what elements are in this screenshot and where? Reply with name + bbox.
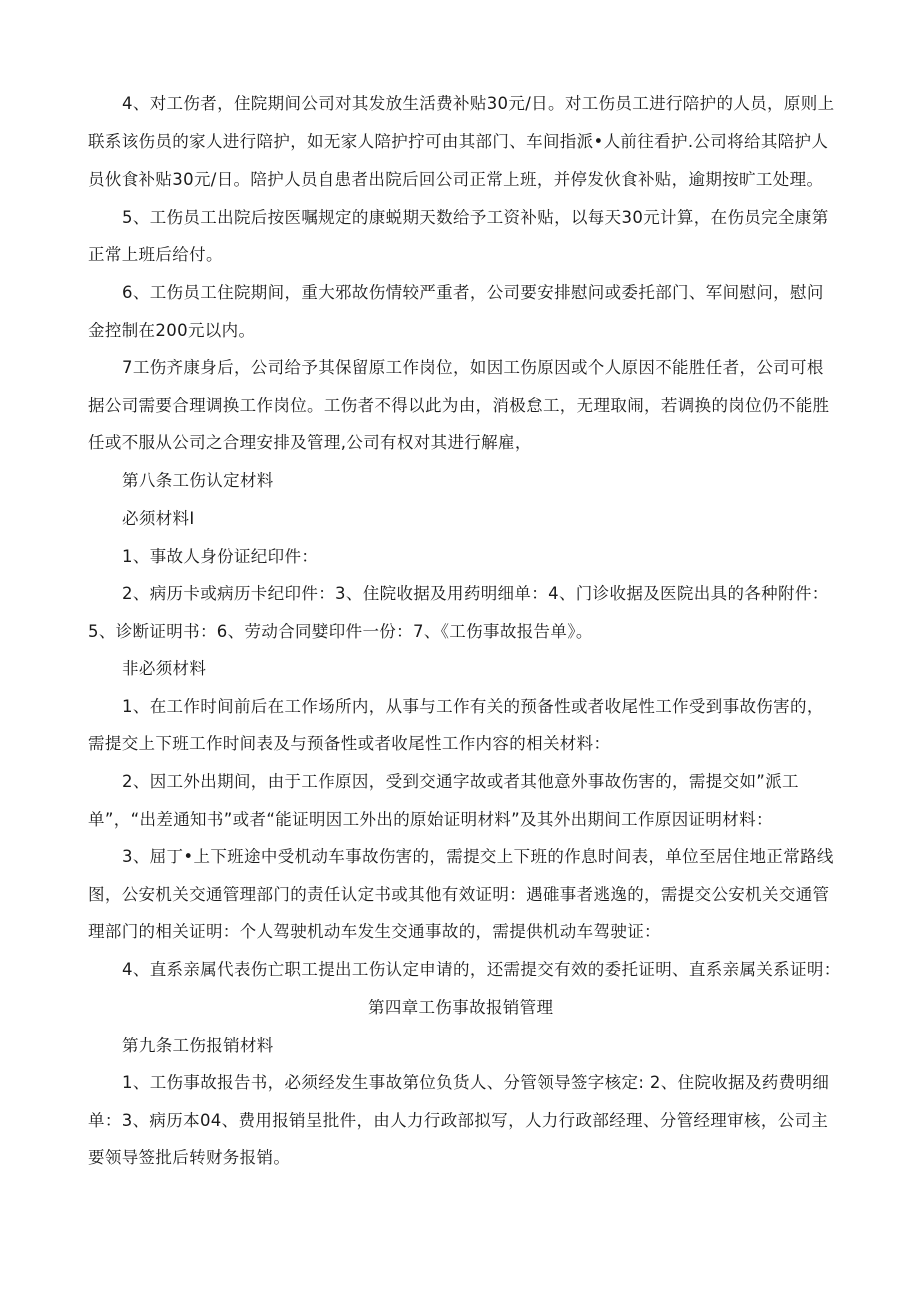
text-line: 单”，“出差通知书”或者“能证明因工外出的原始证明材料”及其外出期间工作原因证明材料： <box>88 810 773 829</box>
text-line: 需提交上下班工作时间表及与预备性或者收尾性工作内容的相关材料： <box>88 734 611 753</box>
required-item-1: 1、事故人身份证纪印件： <box>122 547 319 566</box>
chapter-4-title: 第四章工伤事故报销管理 <box>368 998 554 1017</box>
text-line: 正常上班后给付。 <box>88 245 223 264</box>
text-line: 2、因工外出期间，由于工作原因，受到交通字故或者其他意外事故伤害的，需提交如”派工 <box>122 772 799 791</box>
text-line: 金控制在200元以内。 <box>88 321 256 340</box>
text-line: 单：3、病历本04、费用报销呈批件，由人力行政部拟写，人力行政部经理、分管经理审核，公司主 <box>88 1111 829 1130</box>
section-article-8-title: 第八条工伤认定材料 <box>122 471 274 490</box>
text-line: 员伙食补贴30元/日。陪护人员自患者出院后回公司正常上班，并停发伙食补贴，逾期按旷工处理。 <box>88 170 824 189</box>
text-line: 5、诊断证明书：6、劳动合同嬖印件一份：7、《工伤事故报告单》。 <box>88 622 593 641</box>
text-line: 5、工伤员工出院后按医嘱规定的康蜕期天数给予工资补贴，以每天30元计算，在伤员完全康第 <box>122 208 829 227</box>
optional-materials-heading: 非必须材料 <box>122 659 207 678</box>
text-line: 联系该伤员的家人进行陪护，如无家人陪护拧可由其部门、车间指派•人前往看护.公司将给其陪护人 <box>88 132 829 151</box>
text-line: 4、对工伤者，住院期间公司对其发放生活费补贴30元/日。对工伤员工进行陪护的人员，原则上 <box>122 94 835 113</box>
text-line: 3、屈丁•上下班途中受机动车事故伤害的，需提交上下班的作息时间表，单位至居住地正常路线 <box>122 847 834 866</box>
text-line: 理部门的相关证明：个人驾驶机动车发生交通事故的，需提供机动车驾驶证： <box>88 922 661 941</box>
text-line: 图，公安机关交通管理部门的责任认定书或其他有效证明：遇碓事者逃逸的，需提交公安机关交通管 <box>88 885 830 904</box>
optional-item-4: 4、直系亲属代表伤亡职工提出工伤认定申请的，还需提交有效的委托证明、直系亲属关系证明： <box>122 960 841 979</box>
text-line: 1、在工作时间前后在工作场所内，从事与工作有关的预备性或者收尾性工作受到事故伤害的， <box>122 697 824 716</box>
text-line: 2、病历卡或病历卡纪印件：3、住院收据及用药明细单：4、门诊收据及医院出具的各种附件： <box>122 584 829 603</box>
text-line: 6、工伤员工住院期间，重大邪故伤情较严重者，公司要安排慰问或委托部门、军间慰问，慰问 <box>122 283 824 302</box>
text-line: 任或不服从公司之合理安排及管理,公司有权对其进行解雇， <box>88 433 532 452</box>
text-line: 要领导签批后转财务报销。 <box>88 1148 291 1167</box>
text-line: 据公司需要合理调换工作岗位。工伤者不得以此为由，消极怠工，无理取闹，若调换的岗位仍不能胜 <box>88 396 830 415</box>
text-line: 1、工伤事故报告书，必须经发生事故第位负货人、分管领导签字核定: 2、住院收据及药费明细 <box>122 1073 830 1092</box>
text-line: 7工伤齐康身后，公司给予其保留原工作岗位，如因工伤原因或个人原因不能胜任者，公司可根 <box>122 358 824 377</box>
section-article-9-title: 第九条工伤报销材料 <box>122 1036 274 1055</box>
required-materials-heading: 必须材料I <box>122 509 195 528</box>
